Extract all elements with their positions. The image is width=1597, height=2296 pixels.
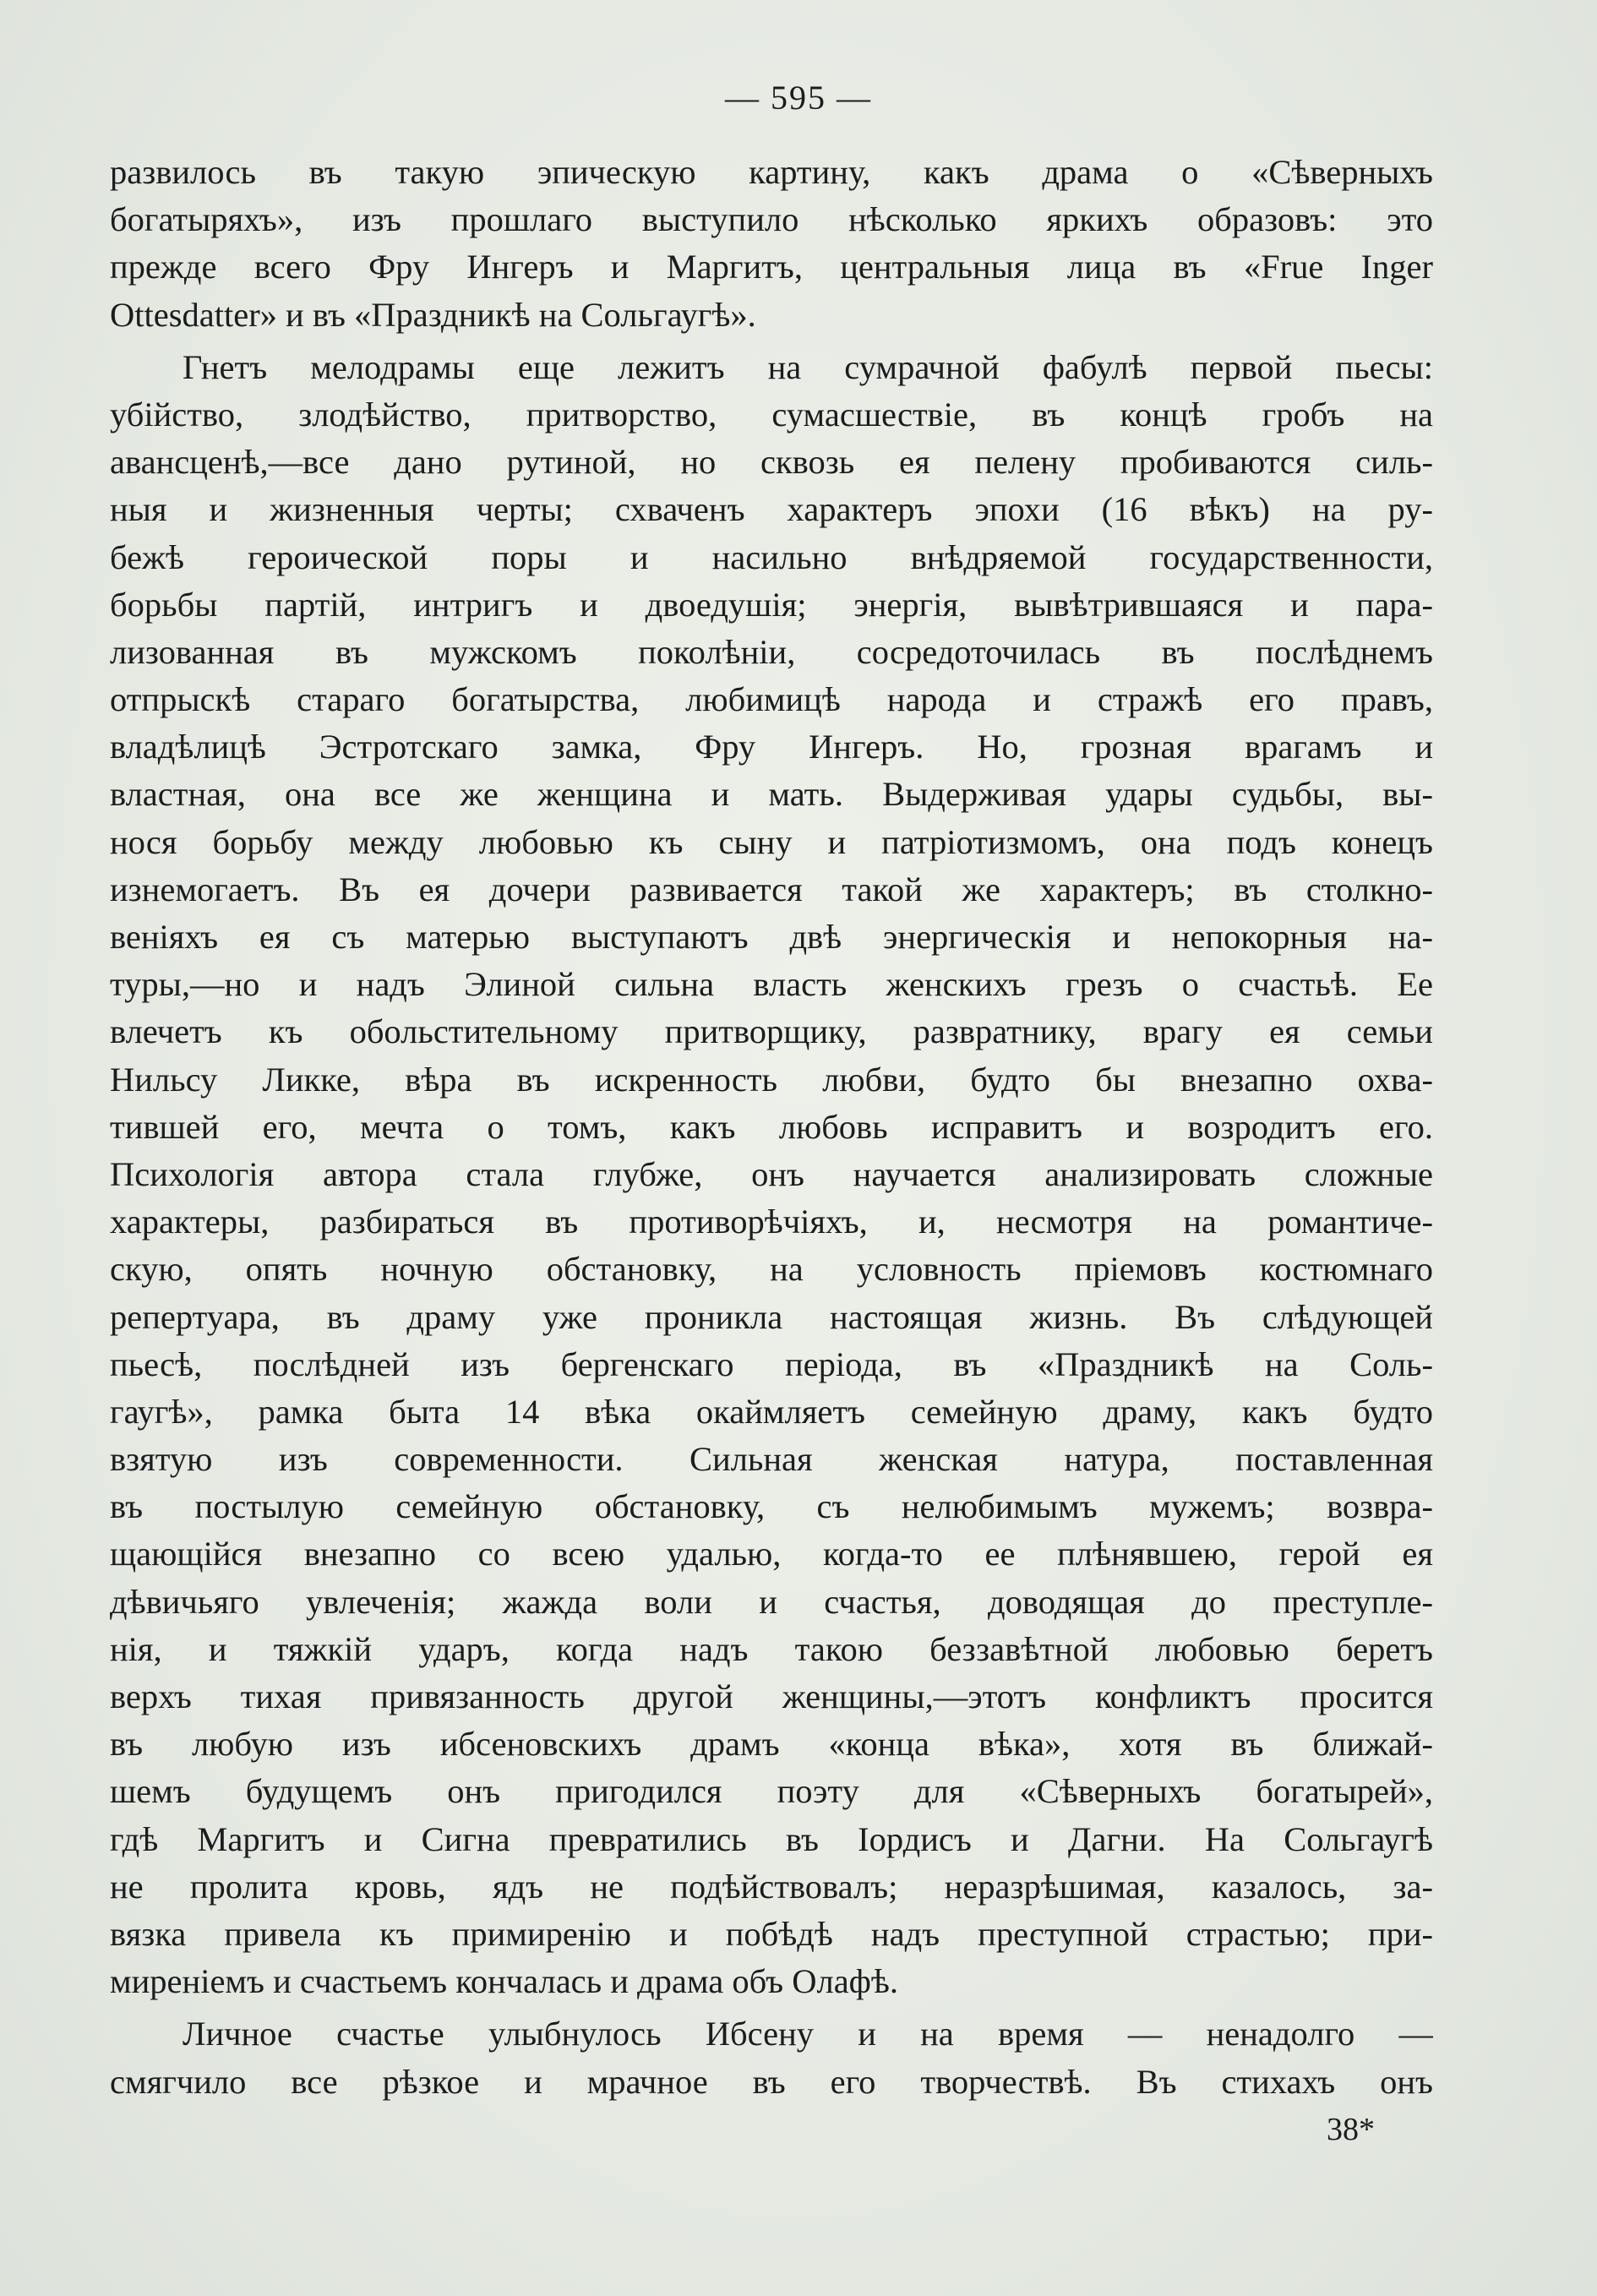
text-line: верхъ тихая привязанность другой женщины,—этотъ конфликтъ просится — [110, 1677, 1433, 1715]
paragraph-2 — [110, 344, 1433, 2006]
text-line: нося борьбу между любовью къ сыну и патріотизмомъ, она подъ конецъ — [110, 822, 1433, 861]
text-line: пьесѣ, послѣдней изъ бергенскаго періода, въ «Праздникѣ на Соль- — [110, 1344, 1433, 1383]
text-line: шемъ будущемъ онъ пригодился поэту для «Сѣверныхъ богатырей», — [110, 1772, 1433, 1811]
text-line: Психологія автора стала глубже, онъ научается анализировать сложные — [110, 1154, 1433, 1193]
text-line: веніяхъ ея съ матерью выступаютъ двѣ энергическія и непокорныя на- — [110, 918, 1433, 956]
text-line: изнемогаетъ. Въ ея дочери развивается такой же характеръ; въ столкно- — [110, 870, 1433, 908]
text-line: характеры, разбираться въ противорѣчіяхъ, и, несмотря на романтиче- — [110, 1203, 1433, 1241]
text-line: взятую изъ современности. Сильная женская натура, поставленная — [110, 1440, 1433, 1479]
body-text — [110, 149, 1433, 2106]
text-line: вязка привела къ примиренію и побѣдѣ надъ преступной страстью; при- — [110, 1914, 1433, 1953]
text-line: ныя и жизненныя черты; схваченъ характеръ эпохи (16 вѣкъ) на ру- — [110, 490, 1433, 529]
text-line: въ любую изъ ибсеновскихъ драмъ «конца вѣка», хотя въ ближай- — [110, 1725, 1433, 1764]
text-line: прежде всего Фру Ингеръ и Маргитъ, центральныя лица въ «Frue Inger — [110, 248, 1433, 286]
text-line: миреніемъ и счастьемъ кончалась и драма объ Олафѣ. — [110, 1962, 899, 2001]
text-line: влечетъ къ обольстительному притворщику, развратнику, врагу ея семьи — [110, 1012, 1433, 1051]
text-line: щающійся внезапно со всею удалью, когда-то ее плѣнявшею, герой ея — [110, 1535, 1433, 1573]
text-line: тившей его, мечта о томъ, какъ любовь исправитъ и возродитъ его. — [110, 1107, 1433, 1146]
text-line: развилось въ такую эпическую картину, какъ драма о «Сѣверныхъ — [110, 153, 1433, 191]
text-line: лизованная въ мужскомъ поколѣніи, сосредоточилась въ послѣднемъ — [110, 632, 1433, 671]
text-line: гаугѣ», рамка быта 14 вѣка окаймляетъ семейную драму, какъ будто — [110, 1392, 1433, 1431]
paragraph-3 — [110, 2010, 1433, 2105]
text-line: борьбы партій, интригъ и двоедушія; энергія, вывѣтрившаяся и пара- — [110, 585, 1433, 624]
text-line: не пролита кровь, ядъ не подѣйствовалъ; неразрѣшимая, казалось, за- — [110, 1867, 1433, 1906]
text-line: авансценѣ,—все дано рутиной, но сквозь ея пелену пробиваются силь- — [110, 443, 1433, 482]
text-line: гдѣ Маргитъ и Сигна превратились въ Іордисъ и Дагни. На Сольгаугѣ — [110, 1819, 1433, 1858]
text-line: владѣлицѣ Эстротскаго замка, Фру Ингеръ. Но, грозная врагамъ и — [110, 728, 1433, 766]
text-line: смягчило все рѣзкое и мрачное въ его творчествѣ. Въ стихахъ онъ — [110, 2062, 1433, 2101]
text-line: Ottesdatter» и въ «Праздникѣ на Сольгаугѣ». — [110, 295, 756, 334]
text-line: туры,—но и надъ Элиной сильна власть женскихъ грезъ о счастьѣ. Ее — [110, 965, 1433, 1004]
text-line: скую, опять ночную обстановку, на условность пріемовъ костюмнаго — [110, 1250, 1433, 1289]
text-line: Личное счастье улыбнулось Ибсену и на время — ненадолго — — [183, 2015, 1433, 2053]
page-number: — 595 — — [725, 79, 872, 117]
text-line: богатыряхъ», изъ прошлаго выступило нѣсколько яркихъ образовъ: это — [110, 200, 1433, 239]
text-line: въ постылую семейную обстановку, съ нелюбимымъ мужемъ; возвра- — [110, 1487, 1433, 1526]
paragraph-1 — [110, 149, 1433, 339]
text-line: отпрыскѣ стараго богатырства, любимицѣ народа и стражѣ его правъ, — [110, 680, 1433, 719]
text-line: властная, она все же женщина и мать. Выдерживая удары судьбы, вы- — [110, 775, 1433, 814]
text-line: дѣвичьяго увлеченія; жажда воли и счастья, доводящая до преступле- — [110, 1582, 1433, 1621]
signature-mark: 38* — [1327, 2112, 1375, 2147]
text-line: нія, и тяжкій ударъ, когда надъ такою беззавѣтной любовью беретъ — [110, 1629, 1433, 1668]
text-line: бежѣ героической поры и насильно внѣдряемой государственности, — [110, 537, 1433, 576]
text-line: убійство, злодѣйство, притворство, сумасшествіе, въ концѣ гробъ на — [110, 395, 1433, 434]
text-line: Нильсу Ликке, вѣра въ искренность любви, будто бы внезапно охва- — [110, 1060, 1433, 1099]
text-line: Гнетъ мелодрамы еще лежитъ на сумрачной фабулѣ первой пьесы: — [183, 347, 1433, 386]
text-line: репертуара, въ драму уже проникла настоящая жизнь. Въ слѣдующей — [110, 1297, 1433, 1336]
